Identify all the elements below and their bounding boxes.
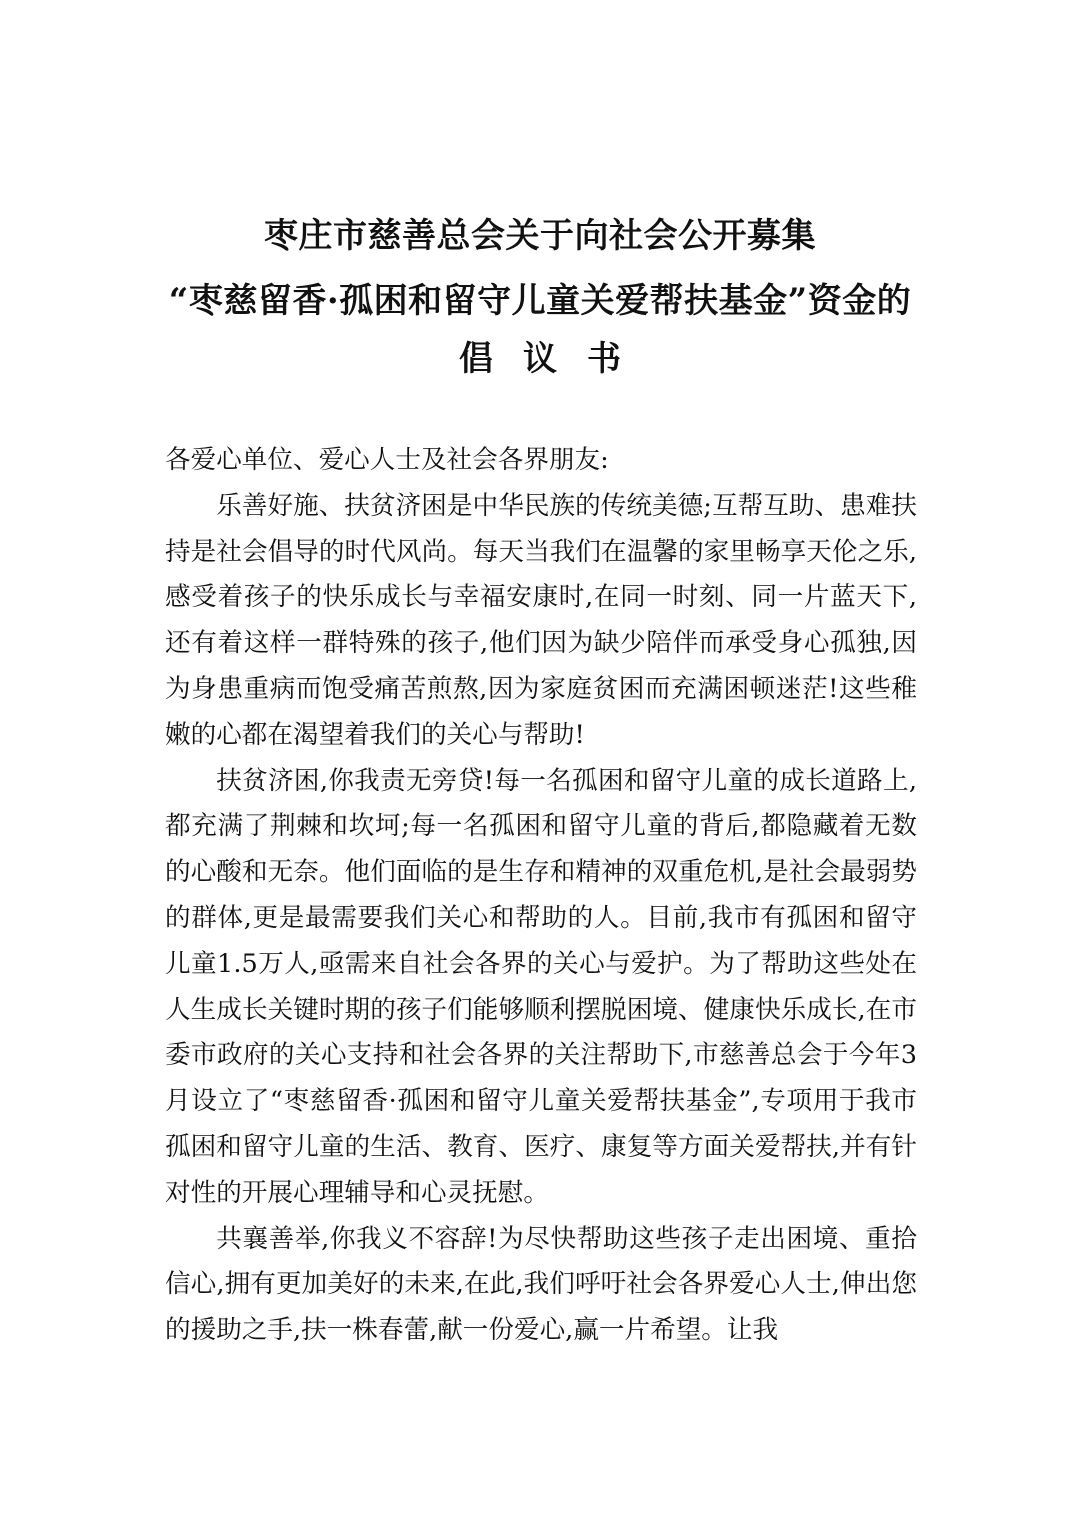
document-body [165, 438, 917, 1354]
salutation: 各爱心单位、爱心人士及社会各界朋友: [165, 445, 609, 475]
body-paragraph-2: 扶贫济困,你我责无旁贷!每一名孤困和留守儿童的成长道路上,都充满了荆棘和坎坷;每一名孤困和留守儿童的背后,都隐藏着无数的心酸和无奈。他们面临的是生存和精神的双重危机,是社会最弱势的群体,更是最需要我们关心和帮助的人。目前,我市有孤困和留守儿童1.5万人,亟需来自社会各界的关心与爱护。为了帮助这些处在人生成长关键时期的孩子们能够顺利摆脱困境、健康快乐成长,在市委市政府的关心支持和社会各界的关注帮助下,市慈善总会于今年3月设立了“枣慈留香·孤困和留守儿童关爱帮扶基金”,专项用于我市孤困和留守儿童的生活、教育、医疗、康复等方面关爱帮扶,并有针对性的开展心理辅导和心灵抚慰。 [165, 765, 917, 1208]
document-title-line-3: 倡议书 [459, 339, 651, 379]
document-title-line-2: “枣慈留香·孤困和留守儿童关爱帮扶基金”资金的 [168, 281, 912, 321]
body-paragraph-1: 乐善好施、扶贫济困是中华民族的传统美德;互帮互助、患难扶持是社会倡导的时代风尚。每天当我们在温馨的家里畅享天伦之乐,感受着孩子的快乐成长与幸福安康时,在同一时刻、同一片蓝天下,还有着这样一群特殊的孩子,他们因为缺少陪伴而承受身心孤独,因为身患重病而饱受痛苦煎熬,因为家庭贫困而充满困顿迷茫!这些稚嫩的心都在渴望着我们的关心与帮助! [165, 490, 917, 750]
document-title-line-1: 枣庄市慈善总会关于向社会公开募集 [264, 216, 816, 256]
body-paragraph-3: 共襄善举,你我义不容辞!为尽快帮助这些孩子走出困境、重拾信心,拥有更加美好的未来,在此,我们呼吁社会各界爱心人士,伸出您的援助之手,扶一株春蕾,献一份爱心,赢一片希望。让我 [165, 1223, 917, 1346]
